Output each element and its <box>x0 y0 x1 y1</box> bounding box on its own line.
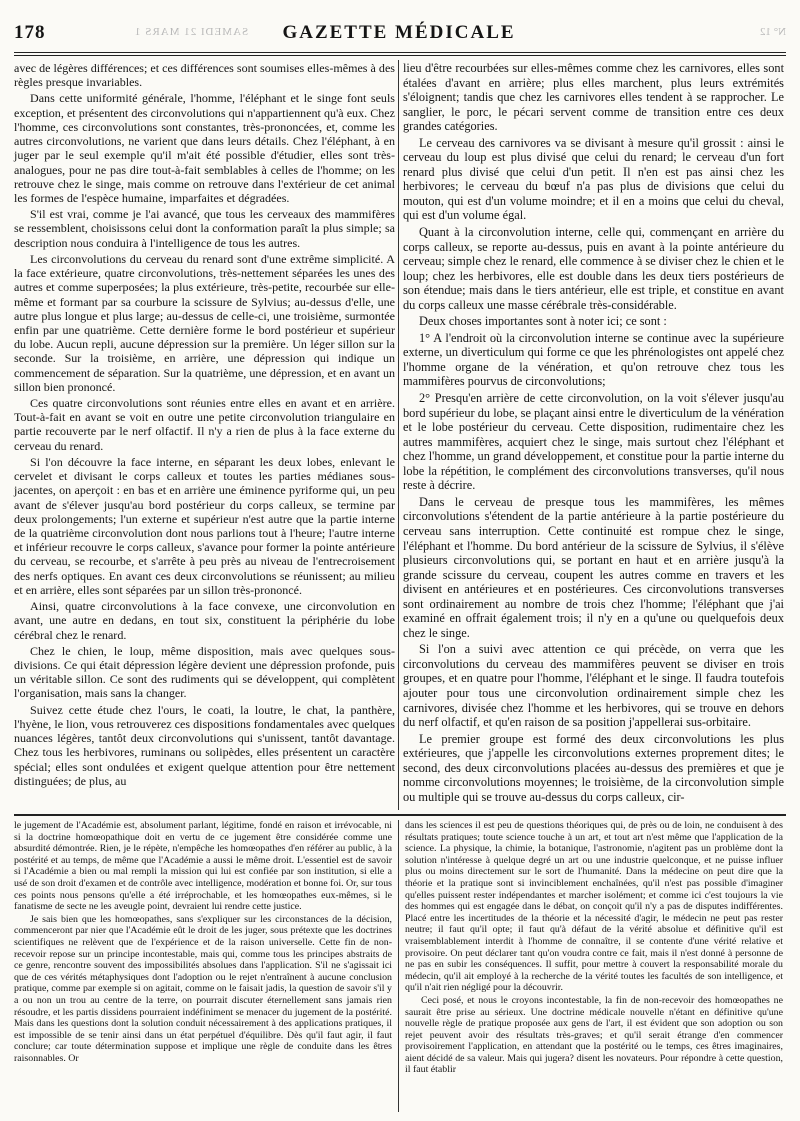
paragraph: Suivez cette étude chez l'ours, le coati, la loutre, le chat, la panthère, l'hyène, le lion, vous retrouverez ces dispositions fondamentales avec quelques nuances légères, tantôt deux circonvolutions qui s'unissent, tantôt davantage. Chez tous les herbivores, ruminans ou solipèdes, elles présentent un caractère spécial; elles sont ondulées et exigent quelque attention pour être nettement distinguées; de plus, au <box>14 702 395 788</box>
paragraph: dans les sciences il est peu de questions théoriques qui, de près ou de loin, ne conduisent à des résultats pratiques; toute science touche à un art, et tout art n'est même que l'application de la science. La physique, la chimie, la botanique, l'astronomie, n'agitent pas un problème dont la solution n'intéresse à quelque degré un art ou une industrie quelconque, et ne puisse influer plus ou moins directement sur le sort de l'humanité. Dans la médecine on peut dire que la théorie et la pratique sont si invinciblement enchaînées, qu'il n'est pas possible d'imaginer qu'elles puissent rester indépendantes et marcher isolément; et comme ici c'est toujours la vie des hommes qui est engagée dans le débat, on conçoit qu'il n'y a pas de disputes indifférentes. Placé entre les incertitudes de la théorie et la nécessité d'agir, le médecin ne peut pas rester neutre; il faut qu'il opte; il faut qu'à défaut de la vérité absolue et définitive qu'il est vraisemblablement interdit à l'homme de connaître, il se contente d'une vérité relative et provisoire. On peut déclarer tant qu'on voudra contre ce fait, mais il n'est donné à personne de ne pas en subir les conséquences. Il suffit, pour mettre à couvert la responsabilité morale du médecin, qu'il ait employé à la recherche de la vérité toutes les facultés de son intelligence, et qu'il n'ait rien négligé pour la découvrir. <box>405 820 783 994</box>
paragraph: Les circonvolutions du cerveau du renard sont d'une extrême simplicité. A la face extérieure, quatre circonvolutions, très-nettement séparées les unes des autres et comme superposées; la plus extérieure, très-petite, recourbée sur elle-même et formant par sa courbure la scissure de Sylvius; au-dessus d'elle, une autre plus longue et plus large; au-dessus de celle-ci, une troisième, surmontée enfin par une quatrième. Cette dernière forme le bord postérieur et supérieur du lobe. Aucun repli, aucune dépression sur la première. Un léger sillon sur la seconde. Sur la troisième, en arrière, une dépression qui indique un commencement de séparation. Sur la quatrième, une dépression, et en avant un sillon bien prononcé. <box>14 251 395 394</box>
paragraph: Deux choses importantes sont à noter ici; ce sont : <box>419 314 667 329</box>
feuilleton-column-left <box>14 820 392 1110</box>
paragraph: Ainsi, quatre circonvolutions à la face convexe, une circonvolution en avant, une autre en dedans, en tout six, constituent la périphérie du lobe cérébral chez le renard. <box>14 599 395 642</box>
article-column-left <box>14 61 395 809</box>
paragraph: S'il est vrai, comme je l'ai avancé, que tous les cerveaux des mammifères se ressemblent, choisissons celui dont la conformation paraît la plus simple; sa description nous conduira à l'intelligence de tous les autres. <box>14 207 395 250</box>
paragraph: 2° Presqu'en arrière de cette circonvolution, on la voit s'élever jusqu'au bord supérieur du lobe, se plaçant ainsi entre le diverticulum de la vénération et le lobe postérieur du cerveau. Cette disposition, rudimentaire chez les autres mammifères, acquiert chez le singe, mais surtout chez l'éléphant et chez l'homme, un grand développement, et constitue pour la partie interne du lobe la répétition, le complément des circonvolutions transverses, qu'il nous reste à décrire. <box>403 391 784 493</box>
paragraph: Dans le cerveau de presque tous les mammifères, les mêmes circonvolutions s'étendent de la partie antérieure à la partie postérieure du cerveau sans interruption. Cette continuité est rompue chez le singe, l'éléphant et l'homme. Du bord antérieur de la scissure de Sylvius, il s'élève plusieurs circonvolutions qui, se portant en haut et en arrière jusqu'à la grande scissure du cerveau, coupent les autres comme en travers et les divisent en antérieures et en postérieures. Ces circonvolutions transverses sont ordinairement au nombre de trois chez l'homme; l'éléphant que j'ai examiné en offrait également trois; il n'y en a qu'une ou quelquefois deux chez le singe. <box>403 494 784 640</box>
paragraph: Quant à la circonvolution interne, celle qui, commençant en arrière du corps calleux, se reporte au-dessus, puis en avant à la pointe antérieure du cerveau; simple chez le renard, elle commence à se diviser chez le chien et le loup; chez les herbivores, elle est double dans les deux tiers postérieurs de son étendue; mais dans le tiers antérieur, elle est triple, et constitue en avant du corps calleux une masse cérébrale très-considérable. <box>403 225 784 312</box>
show-through-text: SAMEDI 21 MARS 1 <box>134 26 249 38</box>
paragraph: Chez le chien, le loup, même disposition, mais avec quelques sous-divisions. Ce qui était dépression légère devient une dépression profonde, puis un véritable sillon. Ce sont des rudiments qui se développent, qui complètent l'organisation, mais sans la changer. <box>14 643 395 701</box>
header-rule-thin <box>14 55 786 56</box>
column-divider-top <box>398 60 399 810</box>
feuilleton-rule <box>14 814 786 816</box>
paragraph: Dans cette uniformité générale, l'homme, l'éléphant et le singe font seuls exception, et présentent des circonvolutions qui n'appartiennent qu'à eux. Chez l'homme, ces circonvolutions sont constantes, très-prononcées, et, comme les autres circonvolutions, ne varient que dans leurs détails. Chez l'éléphant, à en juger par le seul exemple qu'il m'ait été possible d'étudier, elles sont très-analogues, pour ne pas dire tout-à-fait semblables à celles de l'homme; on les retrouve chez le singe, mais comme on retrouve dans l'extérieur de cet animal les formes de l'espèce humaine, imparfaites et dégradées. <box>14 91 395 205</box>
paragraph: Le premier groupe est formé des deux circonvolutions les plus extérieures, que j'appelle les circonvolutions externes proprement dites; le second, des deux circonvolutions placées au-dessus des premières et que je nomme circonvolutions moyennes; le troisième, de la circonvolution simple ou multiple qui se trouve au-dessus du corps calleux, cir- <box>403 731 784 804</box>
feuilleton-column-right <box>405 820 783 1110</box>
paragraph: le jugement de l'Académie est, absolument parlant, légitime, fondé en raison et irrévocable, ni si la doctrine homœopathique doit en vertu de ce jugement être considérée comme une absurdité démontrée. Rien, je le répète, n'empêche les homœopathes d'en référer au public, à la postérité et au temps, de même que l'Académie a aussi le même droit. L'essentiel est de savoir si l'Académie a bien ou mal rempli la mission qui lui est confiée par son institution, si elle a usé de son droit d'examen et de contrôle avec intelligence, modération et bonne foi. Or, sur tous ces points nous pensons qu'elle a été irréprochable, et les homœopathes eux-mêmes, si le fanatisme de secte ne les aveugle point, devraient lui rendre cette justice. <box>14 820 392 913</box>
paragraph: 1° A l'endroit où la circonvolution interne se continue avec la supérieure externe, un diverticulum qui forme ce que les phrénologistes ont appelé chez l'homme organe de la vénération, et qu'on retrouve chez tous les mammifères pourvus de circonvolutions; <box>403 330 784 389</box>
article-column-right <box>403 61 784 809</box>
show-through-issue: N° 12 <box>759 26 786 38</box>
paragraph: Ceci posé, et nous le croyons incontestable, la fin de non-recevoir des homœopathes ne saurait être prise au sérieux. Une doctrine médicale nouvelle n'étant en définitive qu'une nouvelle règle de pratique proposée aux gens de l'art, il est évident que son adoption ou son rejet peuvent avoir des résultats très-graves; et qu'il serait étrange d'en commencer provisoirement l'application, en attendant que la postérité ou le temps, ces êtres imaginaires, aient décidé de sa valeur. Mais qui jugera? disent les novateurs. Pour répondre à cette question, il faut établir <box>405 994 783 1076</box>
journal-title: GAZETTE MÉDICALE <box>282 22 516 43</box>
paragraph: Je sais bien que les homœopathes, sans s'expliquer sur les circonstances de la décision, commenceront par nier que l'Académie eût le droit de les juger, sous prétexte que les doctrines scientifiques ne relèvent que de l'expérience et de la raison universelle. Cette fin de non-recevoir repose sur un principe incontestable, mais qui, comme tous les principes abstraits de ce genre, rencontre souvent des impossibilités absolues dans l'application. S'il ne s'agissait ici que de ces vérités métaphysiques dont l'adoption ou le rejet n'entraînent à aucune conclusion pratique, comme par exemple si on agitait, comme on le faisait jadis, la question de savoir s'il y a ou non un trou au centre de la terre, on pourrait discuter éternellement sans jamais rien résoudre, et les partis dissidens pourraient indéfiniment se menacer du jugement de la postérité. Mais dans les questions dont la solution conduit nécessairement à des applications pratiques, il est impossible de se tenir ainsi dans un état perpétuel d'équilibre. Dès qu'il faut agir, il faut conclure; car toute détermination suppose et implique une règle de conduite dans les êtres raisonnables. Or <box>14 913 392 1064</box>
page-number: 178 <box>14 22 46 43</box>
paragraph: Si l'on découvre la face interne, en séparant les deux lobes, enlevant le cervelet et divisant le corps calleux et toutes les parties médianes sous-jacentes, on aperçoit : en bas et en arrière une éminence pyriforme qui, un peu avant de s'élever jusqu'au bord postérieur du corps calleux, se termine par deux prolongements; l'un externe et supérieur n'est autre que la partie interne de la quatrième circonvolution dont nous parlions tout à l'heure; l'autre interne et inférieur recouvre le corps calleux, s'avance pour former la pointe antérieure du cerveau, se recourbe, et s'arrête à peu près au niveau de l'entrecroisement des nerfs optiques. En avant ces deux circonvolutions se réunissent; au milieu et en arrière, elles sont séparées par un sillon très-prononcé. <box>14 454 395 597</box>
paragraph: avec de légères différences; et ces différences sont soumises elles-mêmes à des règles presque invariables. <box>14 61 395 90</box>
header-rule <box>14 52 786 53</box>
paragraph: Si l'on a suivi avec attention ce qui précède, on verra que les circonvolutions du cerveau des mammifères peuvent se diviser en trois groupes, et en quatre pour l'homme, l'éléphant et le singe. Il faudra toutefois ajouter pour tous une circonvolution ordinairement simple chez les carnivores, divisée chez l'homme et les herbivores, qui se trouve en dehors du nerf olfactif, et qu'en raison de sa position j'appellerai sus-orbitaire. <box>403 642 784 730</box>
paragraph: Ces quatre circonvolutions sont réunies entre elles en avant et en arrière. Tout-à-fait en avant se voit en outre une petite circonvolution triangulaire en partie recouverte par le nerf olfactif. Il n'y a rien de plus à la face externe du cerveau du renard. <box>14 396 395 453</box>
paragraph: Le cerveau des carnivores va se divisant à mesure qu'il grossit : ainsi le cerveau du loup est plus divisé que celui du renard; le cerveau d'un fort renard plus divisé que celui d'un petit. Il n'en est pas ainsi chez les herbivores; le cerveau du bœuf n'a pas plus de divisions que celui du mouton, qui est d'un volume moindre; et il en a moins que celui du cheval, qui est d'un volume égal. <box>403 135 784 223</box>
paragraph: lieu d'être recourbées sur elles-mêmes comme chez les carnivores, elles sont étalées d'avant en arrière; plus elles marchent, plus leurs extrémités s'éloignent; tandis que chez les carnivores elles tendent à se rapprocher. Le sanglier, le porc, le pécari servent comme de transition entre ces deux grandes catégories. <box>403 61 784 134</box>
page-header <box>14 22 786 50</box>
column-divider-bottom <box>398 820 399 1112</box>
